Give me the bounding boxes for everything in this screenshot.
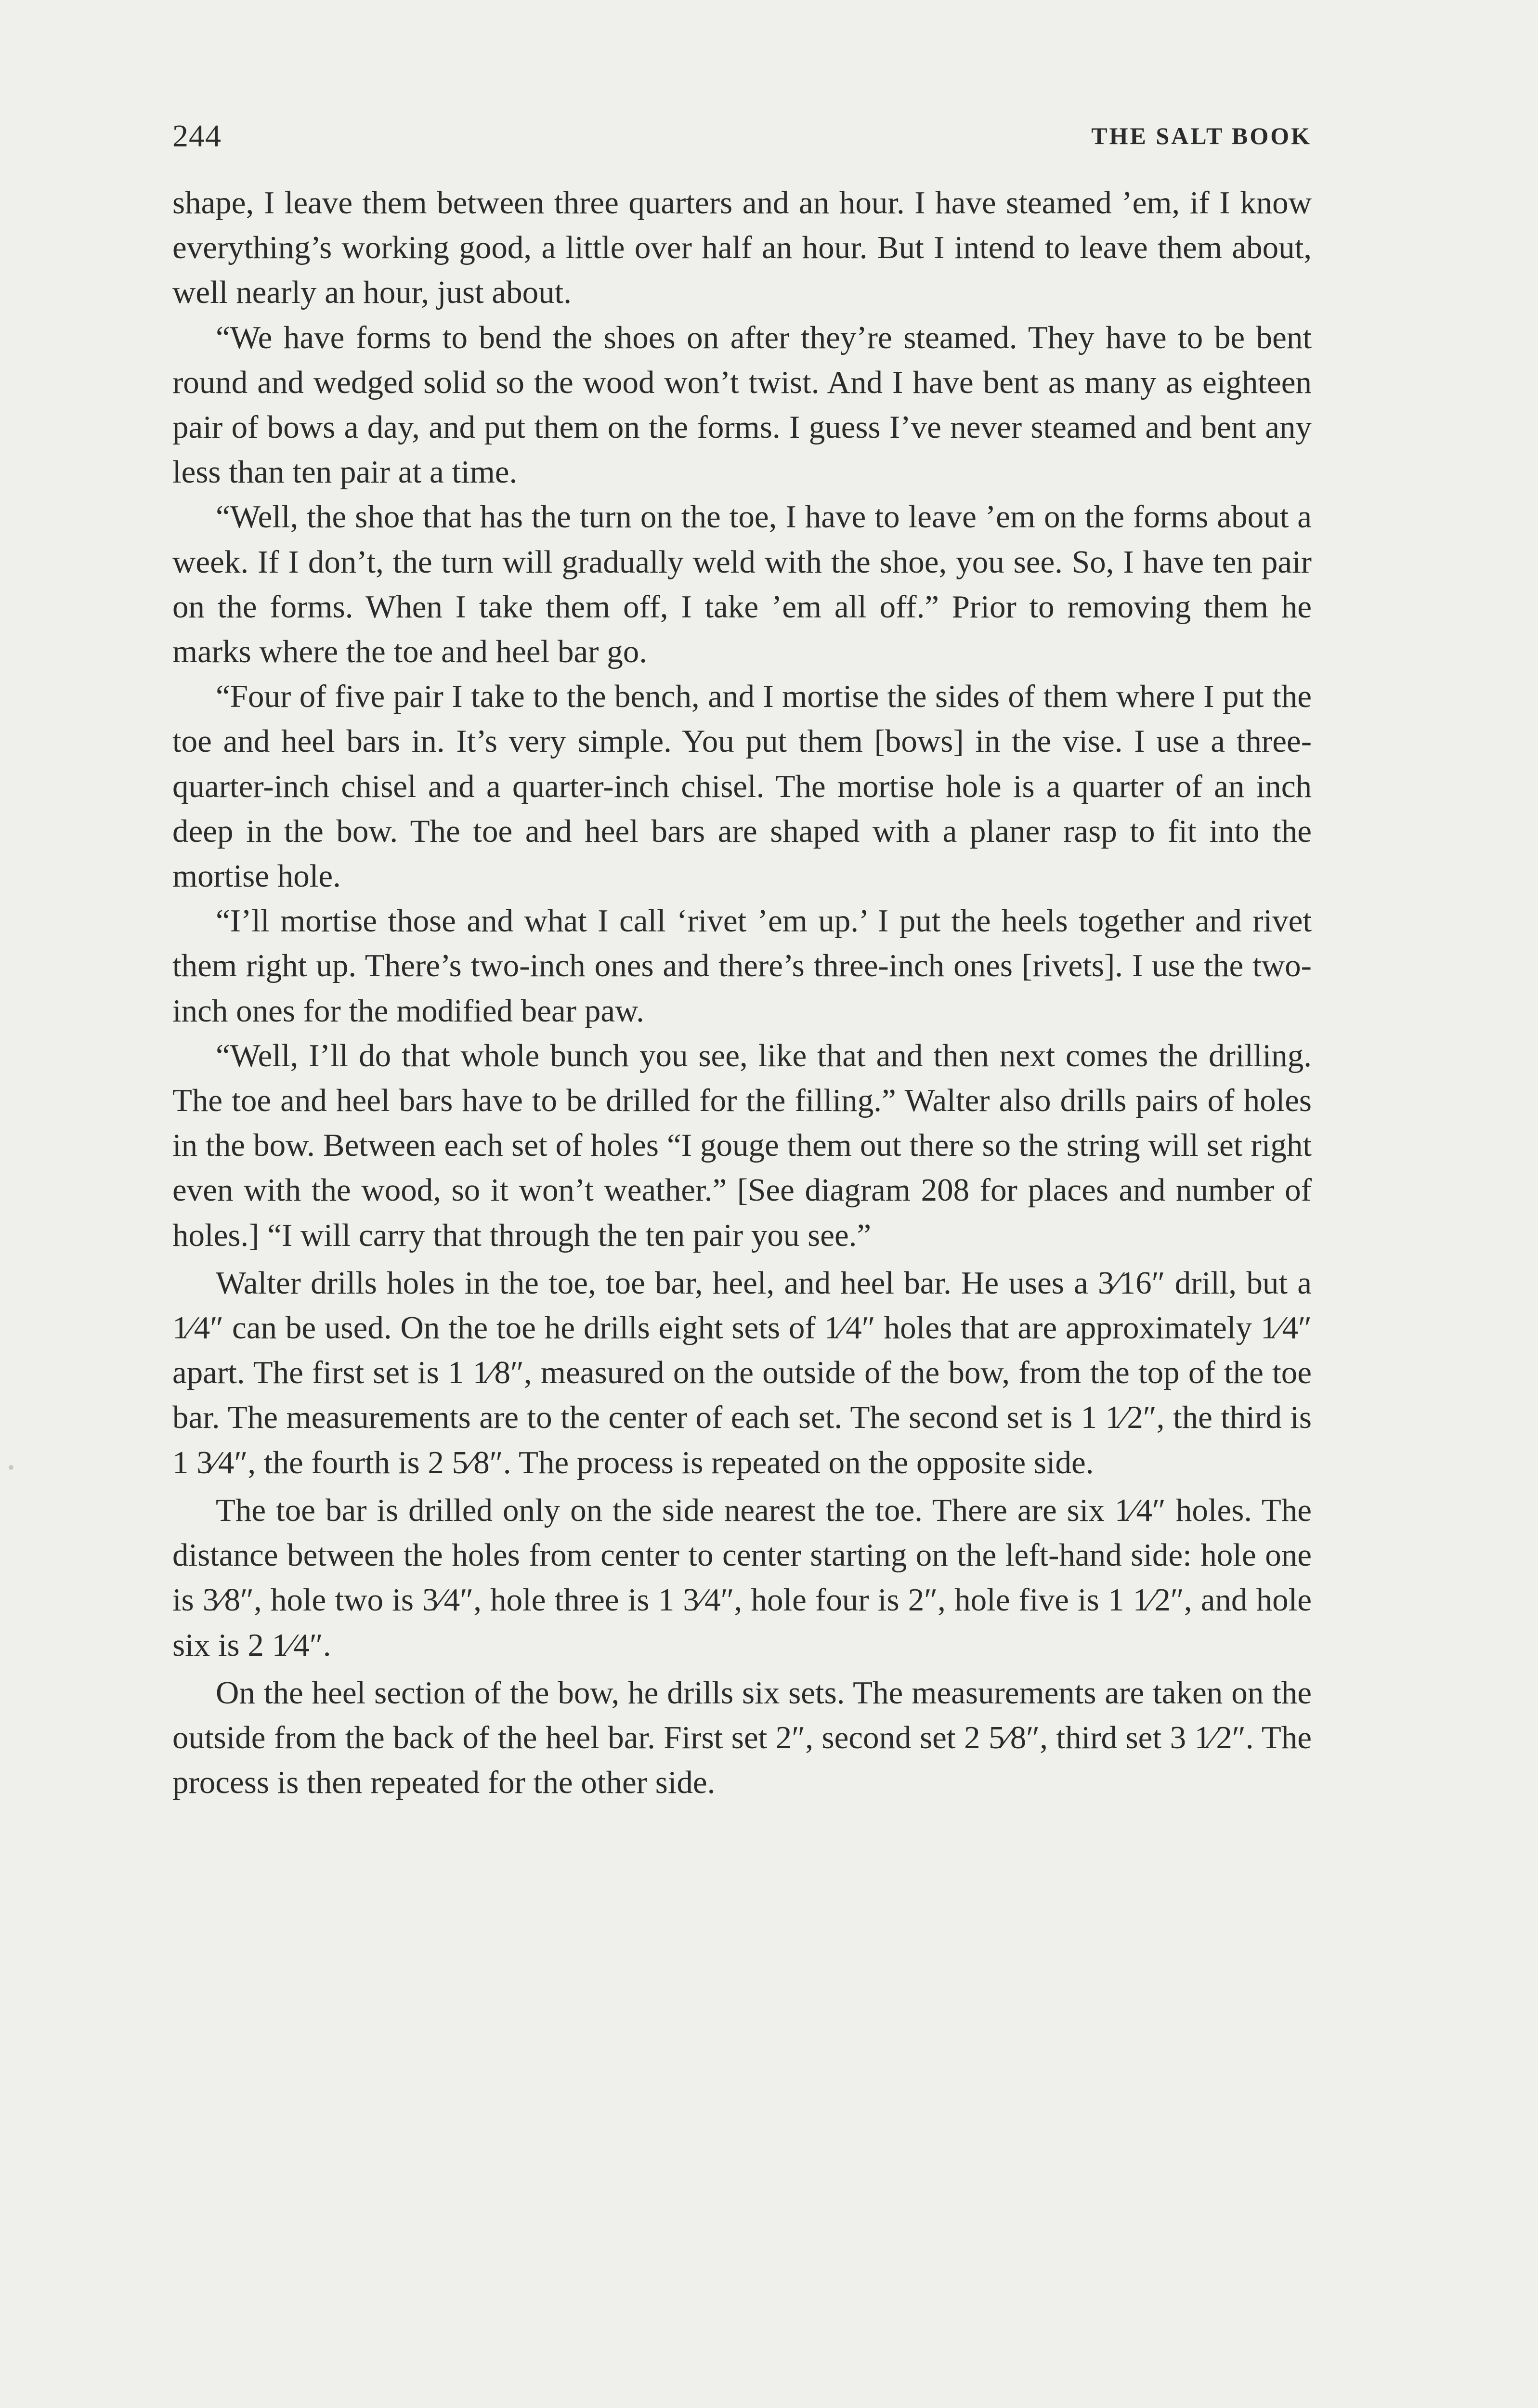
paragraph-heel-section: On the heel section of the bow, he drills six sets. The measurements are taken on the outside from the back of the heel bar. First set 2″, second set 2 5⁄8″, third set 3 1⁄2″. The process is then repeated for the other side.	[172, 1675, 1312, 1801]
paragraph-drilling: “Well, I’ll do that whole bunch you see, like that and then next comes the drilling. The toe and heel bars have to be drilled for the filling.” Walter also drills pairs of holes in the bow. Between each set of holes “I gouge them out there so the string will set right even with the wood, so it won’t weather.” [See diagram 208 for places and number of holes.] “I will carry that through the ten pair you see.”	[172, 1037, 1312, 1253]
paragraph-turn-on-toe: “Well, the shoe that has the turn on the toe, I have to leave ’em on the forms about a week. If I don’t, the turn will gradually weld with the shoe, you see. So, I have ten pair on the forms. When I take them off, I take ’em all off.” Prior to removing them he marks where the toe and heel bar go.	[172, 499, 1312, 670]
page-number: 244	[172, 118, 222, 154]
paper-speck	[9, 1465, 13, 1470]
running-title: THE SALT BOOK	[1091, 122, 1312, 149]
paragraph-toe-bar: The toe bar is drilled only on the side nearest the toe. There are six 1⁄4″ holes. The distance between the holes from center to center starting on the left-hand side: hole one is 3⁄8″, hole two is 3⁄4″, hole three is 1 3⁄4″, hole four is 2″, hole five is 1 1⁄2″, and hole six is 2 1⁄4″.	[172, 1492, 1312, 1663]
body-text	[172, 181, 1312, 1805]
paragraph-rivet: “I’ll mortise those and what I call ‘rivet ’em up.’ I put the heels together and rivet them right up. There’s two-inch ones and there’s three-inch ones [rivets]. I use the two-inch ones for the modified bear paw.	[172, 903, 1312, 1029]
paragraph-mortise: “Four of five pair I take to the bench, and I mortise the sides of them where I put the toe and heel bars in. It’s very simple. You put them [bows] in the vise. I use a three-quarter-inch chisel and a quarter-inch chisel. The mortise hole is a quarter of an inch deep in the bow. The toe and heel bars are shaped with a planer rasp to fit into the mortise hole.	[172, 679, 1312, 894]
paragraph-continuation: shape, I leave them between three quarters and an hour. I have steamed ’em, if I know everything’s working good, a little over half an hour. But I intend to leave them about, well nearly an hour, just about.	[172, 185, 1312, 311]
running-head	[172, 118, 1312, 161]
paragraph-forms: “We have forms to bend the shoes on after they’re steamed. They have to be bent round and wedged solid so the wood won’t twist. And I have bent as many as eighteen pair of bows a day, and put them on the forms. I guess I’ve never steamed and bent any less than ten pair at a time.	[172, 319, 1312, 490]
paragraph-toe-holes: Walter drills holes in the toe, toe bar, heel, and heel bar. He uses a 3⁄16″ drill, but a 1⁄4″ can be used. On the toe he drills eight sets of 1⁄4″ holes that are approximately 1⁄4″ apart. The first set is 1 1⁄8″, measured on the outside of the bow, from the top of the toe bar. The measurements are to the center of each set. The second set is 1 1⁄2″, the third is 1 3⁄4″, the fourth is 2 5⁄8″. The process is repeated on the opposite side.	[172, 1265, 1312, 1480]
